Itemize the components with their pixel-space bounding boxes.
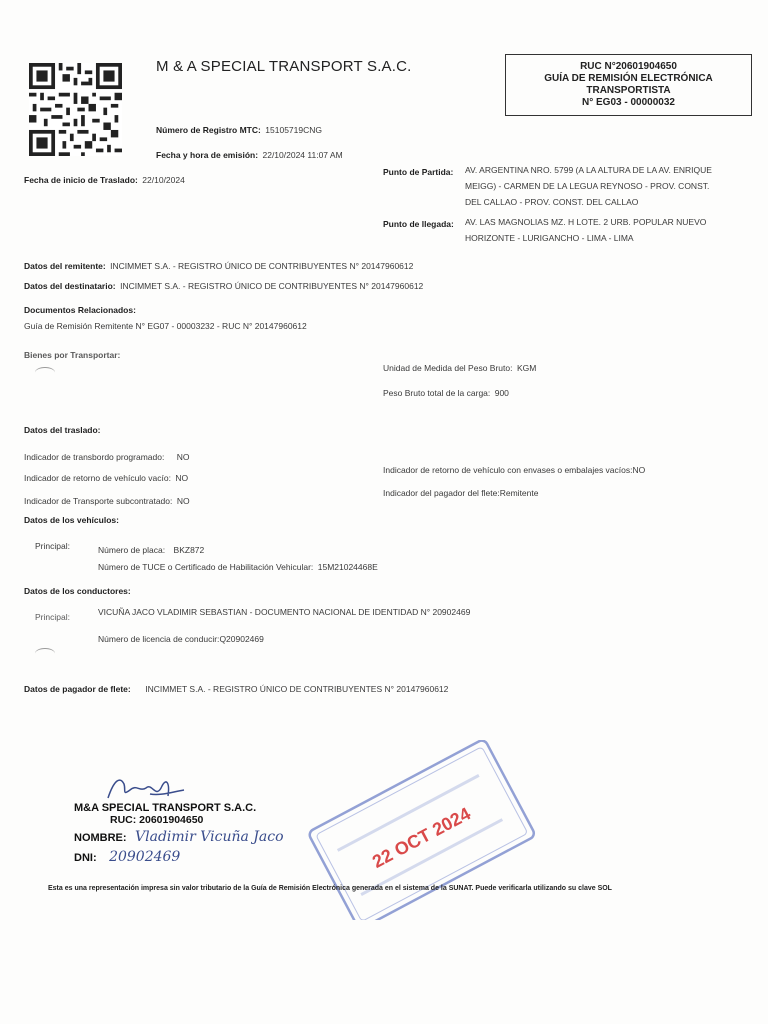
fecha-emision-label: Fecha y hora de emisión:: [156, 150, 259, 160]
conductores-label: Datos de los conductores:: [24, 586, 131, 596]
transbordo-label: Indicador de transbordo programado:: [24, 452, 165, 462]
punto-partida-address: [465, 162, 712, 210]
qr-code: [27, 63, 124, 156]
stamp-date: 22 OCT 2024: [369, 803, 474, 872]
retorno-vacio-row: [24, 468, 188, 486]
punto-llegada-line: AV. LAS MAGNOLIAS MZ. H LOTE. 2 URB. POPULAR NUEVO: [465, 217, 707, 227]
ruc-number: RUC N°20601904650: [580, 61, 677, 72]
remitente-value: INCIMMET S.A. - REGISTRO ÚNICO DE CONTRIBUYENTES N° 20147960612: [110, 261, 414, 271]
remitente-label: Datos del remitente:: [24, 261, 106, 271]
registro-mtc-value: 15105719CNG: [265, 125, 323, 135]
fecha-emision-value: 22/10/2024 11:07 AM: [262, 150, 343, 160]
destinatario-label: Datos del destinatario:: [24, 281, 116, 291]
vehiculo-principal-label: Principal:: [35, 541, 70, 551]
tuce-label: Número de TUCE o Certificado de Habilitación Vehicular:: [98, 562, 314, 572]
document-number: N° EG03 - 00000032: [582, 97, 675, 108]
fecha-traslado-row: [24, 170, 185, 188]
peso-bruto-row: [383, 383, 509, 401]
placa-value: BKZ872: [173, 545, 205, 555]
licencia-value: Q20902469: [219, 634, 264, 644]
punto-partida-line: AV. ARGENTINA NRO. 5799 (A LA ALTURA DE LA AV. ENRIQUE: [465, 165, 712, 175]
punto-llegada-line: HORIZONTE - LURIGANCHO - LIMA - LIMA: [465, 233, 634, 243]
document-type: GUÍA DE REMISIÓN ELECTRÓNICA: [544, 73, 713, 84]
punto-partida-line: MEIGG) - CARMEN DE LA LEGUA REYNOSO - PROV. CONST.: [465, 181, 710, 191]
retorno-vacio-value: NO: [175, 473, 189, 483]
placa-row: [98, 540, 204, 558]
fecha-emision-row: [156, 145, 343, 163]
signature-ruc: RUC: 20601904650: [110, 814, 204, 826]
peso-bruto-label: Peso Bruto total de la carga:: [383, 388, 491, 398]
pagador-indicador-label: Indicador del pagador del flete:: [383, 488, 500, 498]
retorno-vacio-label: Indicador de retorno de vehículo vacío:: [24, 473, 171, 483]
documentos-label: Documentos Relacionados:: [24, 305, 136, 315]
conductor-nombre: VICUÑA JACO VLADIMIR SEBASTIAN - DOCUMENTO NACIONAL DE IDENTIDAD N° 20902469: [98, 607, 471, 617]
licencia-row: [98, 629, 264, 647]
conductor-principal-label: Principal:: [35, 612, 70, 622]
footer-disclaimer: Esta es una representación impresa sin valor tributario de la Guía de Remisión Electrónica generada en el sistema de la SUNAT. Puede verificarla utilizando su clave SOL: [48, 885, 612, 892]
traslado-label: Datos del traslado:: [24, 425, 101, 435]
company-name: M & A SPECIAL TRANSPORT S.A.C.: [156, 58, 412, 75]
unidad-medida-label: Unidad de Medida del Peso Bruto:: [383, 363, 513, 373]
subcontratado-value: NO: [176, 496, 190, 506]
tuce-row: [98, 557, 378, 575]
signature-nombre-label: NOMBRE:: [74, 832, 127, 844]
destinatario-value: INCIMMET S.A. - REGISTRO ÚNICO DE CONTRIBUYENTES N° 20147960612: [120, 281, 424, 291]
fecha-traslado-value: 22/10/2024: [142, 175, 185, 185]
unidad-medida-row: [383, 358, 536, 376]
punto-llegada-label: Punto de llegada:: [383, 219, 454, 229]
unidad-medida-value: KGM: [516, 363, 537, 373]
documentos-value: Guía de Remisión Remitente N° EG07 - 00003232 - RUC N° 20147960612: [24, 321, 307, 331]
bienes-label: Bienes por Transportar:: [24, 350, 121, 360]
vehiculos-label: Datos de los vehículos:: [24, 515, 119, 525]
subcontratado-label: Indicador de Transporte subcontratado:: [24, 496, 173, 506]
punto-partida-label: Punto de Partida:: [383, 167, 454, 177]
signature-dni-row: [74, 848, 180, 866]
subcontratado-row: [24, 491, 190, 509]
tuce-value: 15M21024468E: [317, 562, 378, 572]
destinatario-row: [24, 276, 423, 294]
signature-nombre-row: [74, 828, 284, 846]
registro-mtc-label: Número de Registro MTC:: [156, 125, 261, 135]
remitente-row: [24, 256, 413, 274]
ruc-box: [505, 54, 752, 116]
placa-label: Número de placa:: [98, 545, 166, 555]
retorno-envases-value: NO: [632, 465, 646, 475]
pagador-flete-value: INCIMMET S.A. - REGISTRO ÚNICO DE CONTRIBUYENTES N° 20147960612: [145, 684, 449, 694]
pagador-indicador-row: [383, 483, 538, 501]
transbordo-value: NO: [176, 452, 190, 462]
signature-dni-value: 20902469: [109, 849, 181, 865]
punto-partida-line: DEL CALLAO - PROV. CONST. DEL CALLAO: [465, 197, 639, 207]
document-subtype: TRANSPORTISTA: [586, 85, 671, 96]
punto-llegada-address: [465, 214, 706, 246]
pagador-indicador-value: Remitente: [499, 488, 539, 498]
pagador-flete-row: [24, 679, 448, 697]
pagador-flete-label: Datos de pagador de flete:: [24, 684, 131, 694]
faint-mark: [35, 367, 55, 378]
signature-nombre-value: Vladimir Vicuña Jaco: [135, 829, 284, 845]
retorno-envases-row: [383, 460, 645, 478]
signature-company: M&A SPECIAL TRANSPORT S.A.C.: [74, 802, 257, 814]
transbordo-row: [24, 447, 190, 465]
registro-mtc-row: [156, 120, 322, 138]
fecha-traslado-label: Fecha de inicio de Traslado:: [24, 175, 138, 185]
signature-dni-label: DNI:: [74, 852, 97, 864]
licencia-label: Número de licencia de conducir:: [98, 634, 220, 644]
peso-bruto-value: 900: [494, 388, 509, 398]
received-stamp: [300, 740, 540, 920]
retorno-envases-label: Indicador de retorno de vehículo con envases o embalajes vacíos:: [383, 465, 633, 475]
faint-mark: [35, 648, 55, 659]
